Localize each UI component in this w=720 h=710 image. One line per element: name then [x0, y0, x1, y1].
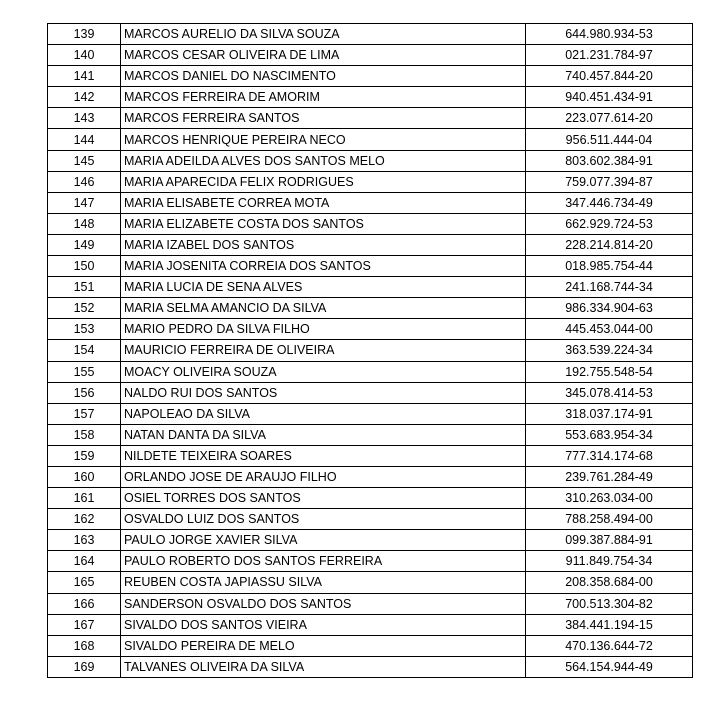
name-cell: MAURICIO FERREIRA DE OLIVEIRA — [121, 340, 526, 361]
name-cell: TALVANES OLIVEIRA DA SILVA — [121, 656, 526, 677]
document-number-cell: 777.314.174-68 — [526, 445, 693, 466]
name-cell: SANDERSON OSVALDO DOS SANTOS — [121, 593, 526, 614]
row-number-cell: 145 — [48, 150, 121, 171]
name-cell: SIVALDO DOS SANTOS VIEIRA — [121, 614, 526, 635]
row-number-cell: 165 — [48, 572, 121, 593]
row-number-cell: 154 — [48, 340, 121, 361]
document-number-cell: 239.761.284-49 — [526, 466, 693, 487]
row-number-cell: 157 — [48, 403, 121, 424]
roster-table — [47, 23, 693, 678]
name-cell: MARCOS AURELIO DA SILVA SOUZA — [121, 24, 526, 45]
row-number-cell: 169 — [48, 656, 121, 677]
table-row — [48, 87, 693, 108]
table-row — [48, 298, 693, 319]
document-number-cell: 564.154.944-49 — [526, 656, 693, 677]
document-number-cell: 911.849.754-34 — [526, 551, 693, 572]
row-number-cell: 168 — [48, 635, 121, 656]
row-number-cell: 144 — [48, 129, 121, 150]
table-row — [48, 108, 693, 129]
document-page — [47, 23, 693, 678]
document-number-cell: 018.985.754-44 — [526, 256, 693, 277]
table-row — [48, 66, 693, 87]
row-number-cell: 155 — [48, 361, 121, 382]
table-row — [48, 509, 693, 530]
table-row — [48, 488, 693, 509]
table-row — [48, 24, 693, 45]
table-row — [48, 572, 693, 593]
table-row — [48, 150, 693, 171]
name-cell: MARIA ADEILDA ALVES DOS SANTOS MELO — [121, 150, 526, 171]
row-number-cell: 143 — [48, 108, 121, 129]
name-cell: MARIA APARECIDA FELIX RODRIGUES — [121, 171, 526, 192]
document-number-cell: 470.136.644-72 — [526, 635, 693, 656]
name-cell: MARCOS CESAR OLIVEIRA DE LIMA — [121, 45, 526, 66]
row-number-cell: 150 — [48, 256, 121, 277]
table-row — [48, 403, 693, 424]
document-number-cell: 363.539.224-34 — [526, 340, 693, 361]
document-number-cell: 445.453.044-00 — [526, 319, 693, 340]
name-cell: MARCOS HENRIQUE PEREIRA NECO — [121, 129, 526, 150]
name-cell: MARIA ELISABETE CORREA MOTA — [121, 192, 526, 213]
name-cell: NALDO RUI DOS SANTOS — [121, 382, 526, 403]
table-row — [48, 234, 693, 255]
document-number-cell: 986.334.904-63 — [526, 298, 693, 319]
document-number-cell: 384.441.194-15 — [526, 614, 693, 635]
row-number-cell: 162 — [48, 509, 121, 530]
row-number-cell: 147 — [48, 192, 121, 213]
table-row — [48, 171, 693, 192]
table-row — [48, 614, 693, 635]
row-number-cell: 149 — [48, 234, 121, 255]
row-number-cell: 140 — [48, 45, 121, 66]
row-number-cell: 141 — [48, 66, 121, 87]
row-number-cell: 166 — [48, 593, 121, 614]
name-cell: MARCOS FERREIRA SANTOS — [121, 108, 526, 129]
table-row — [48, 656, 693, 677]
name-cell: MARIA LUCIA DE SENA ALVES — [121, 277, 526, 298]
table-row — [48, 361, 693, 382]
table-row — [48, 551, 693, 572]
document-number-cell: 099.387.884-91 — [526, 530, 693, 551]
name-cell: NATAN DANTA DA SILVA — [121, 424, 526, 445]
row-number-cell: 148 — [48, 213, 121, 234]
table-row — [48, 45, 693, 66]
name-cell: MARCOS FERREIRA DE AMORIM — [121, 87, 526, 108]
row-number-cell: 151 — [48, 277, 121, 298]
row-number-cell: 142 — [48, 87, 121, 108]
table-row — [48, 466, 693, 487]
document-number-cell: 788.258.494-00 — [526, 509, 693, 530]
table-row — [48, 340, 693, 361]
name-cell: MARIA SELMA AMANCIO DA SILVA — [121, 298, 526, 319]
row-number-cell: 164 — [48, 551, 121, 572]
document-number-cell: 803.602.384-91 — [526, 150, 693, 171]
table-row — [48, 213, 693, 234]
document-number-cell: 310.263.034-00 — [526, 488, 693, 509]
table-row — [48, 277, 693, 298]
table-row — [48, 256, 693, 277]
table-row — [48, 635, 693, 656]
row-number-cell: 160 — [48, 466, 121, 487]
name-cell: ORLANDO JOSE DE ARAUJO FILHO — [121, 466, 526, 487]
row-number-cell: 163 — [48, 530, 121, 551]
row-number-cell: 161 — [48, 488, 121, 509]
document-number-cell: 644.980.934-53 — [526, 24, 693, 45]
document-number-cell: 347.446.734-49 — [526, 192, 693, 213]
document-number-cell: 553.683.954-34 — [526, 424, 693, 445]
document-number-cell: 223.077.614-20 — [526, 108, 693, 129]
row-number-cell: 153 — [48, 319, 121, 340]
name-cell: PAULO ROBERTO DOS SANTOS FERREIRA — [121, 551, 526, 572]
document-number-cell: 241.168.744-34 — [526, 277, 693, 298]
table-row — [48, 530, 693, 551]
name-cell: PAULO JORGE XAVIER SILVA — [121, 530, 526, 551]
document-number-cell: 208.358.684-00 — [526, 572, 693, 593]
name-cell: MARIA JOSENITA CORREIA DOS SANTOS — [121, 256, 526, 277]
row-number-cell: 158 — [48, 424, 121, 445]
name-cell: NAPOLEAO DA SILVA — [121, 403, 526, 424]
document-number-cell: 759.077.394-87 — [526, 171, 693, 192]
table-row — [48, 593, 693, 614]
name-cell: MARCOS DANIEL DO NASCIMENTO — [121, 66, 526, 87]
name-cell: MARIA IZABEL DOS SANTOS — [121, 234, 526, 255]
row-number-cell: 156 — [48, 382, 121, 403]
document-number-cell: 740.457.844-20 — [526, 66, 693, 87]
name-cell: MARIA ELIZABETE COSTA DOS SANTOS — [121, 213, 526, 234]
name-cell: MARIO PEDRO DA SILVA FILHO — [121, 319, 526, 340]
table-row — [48, 382, 693, 403]
table-row — [48, 129, 693, 150]
document-number-cell: 345.078.414-53 — [526, 382, 693, 403]
row-number-cell: 139 — [48, 24, 121, 45]
table-row — [48, 424, 693, 445]
row-number-cell: 146 — [48, 171, 121, 192]
table-row — [48, 319, 693, 340]
row-number-cell: 159 — [48, 445, 121, 466]
document-number-cell: 228.214.814-20 — [526, 234, 693, 255]
document-number-cell: 956.511.444-04 — [526, 129, 693, 150]
name-cell: OSIEL TORRES DOS SANTOS — [121, 488, 526, 509]
name-cell: REUBEN COSTA JAPIASSU SILVA — [121, 572, 526, 593]
name-cell: SIVALDO PEREIRA DE MELO — [121, 635, 526, 656]
table-row — [48, 445, 693, 466]
name-cell: MOACY OLIVEIRA SOUZA — [121, 361, 526, 382]
row-number-cell: 167 — [48, 614, 121, 635]
roster-table-body — [48, 24, 693, 678]
row-number-cell: 152 — [48, 298, 121, 319]
document-number-cell: 700.513.304-82 — [526, 593, 693, 614]
document-number-cell: 318.037.174-91 — [526, 403, 693, 424]
name-cell: NILDETE TEIXEIRA SOARES — [121, 445, 526, 466]
name-cell: OSVALDO LUIZ DOS SANTOS — [121, 509, 526, 530]
table-row — [48, 192, 693, 213]
document-number-cell: 662.929.724-53 — [526, 213, 693, 234]
document-number-cell: 940.451.434-91 — [526, 87, 693, 108]
document-number-cell: 192.755.548-54 — [526, 361, 693, 382]
document-number-cell: 021.231.784-97 — [526, 45, 693, 66]
